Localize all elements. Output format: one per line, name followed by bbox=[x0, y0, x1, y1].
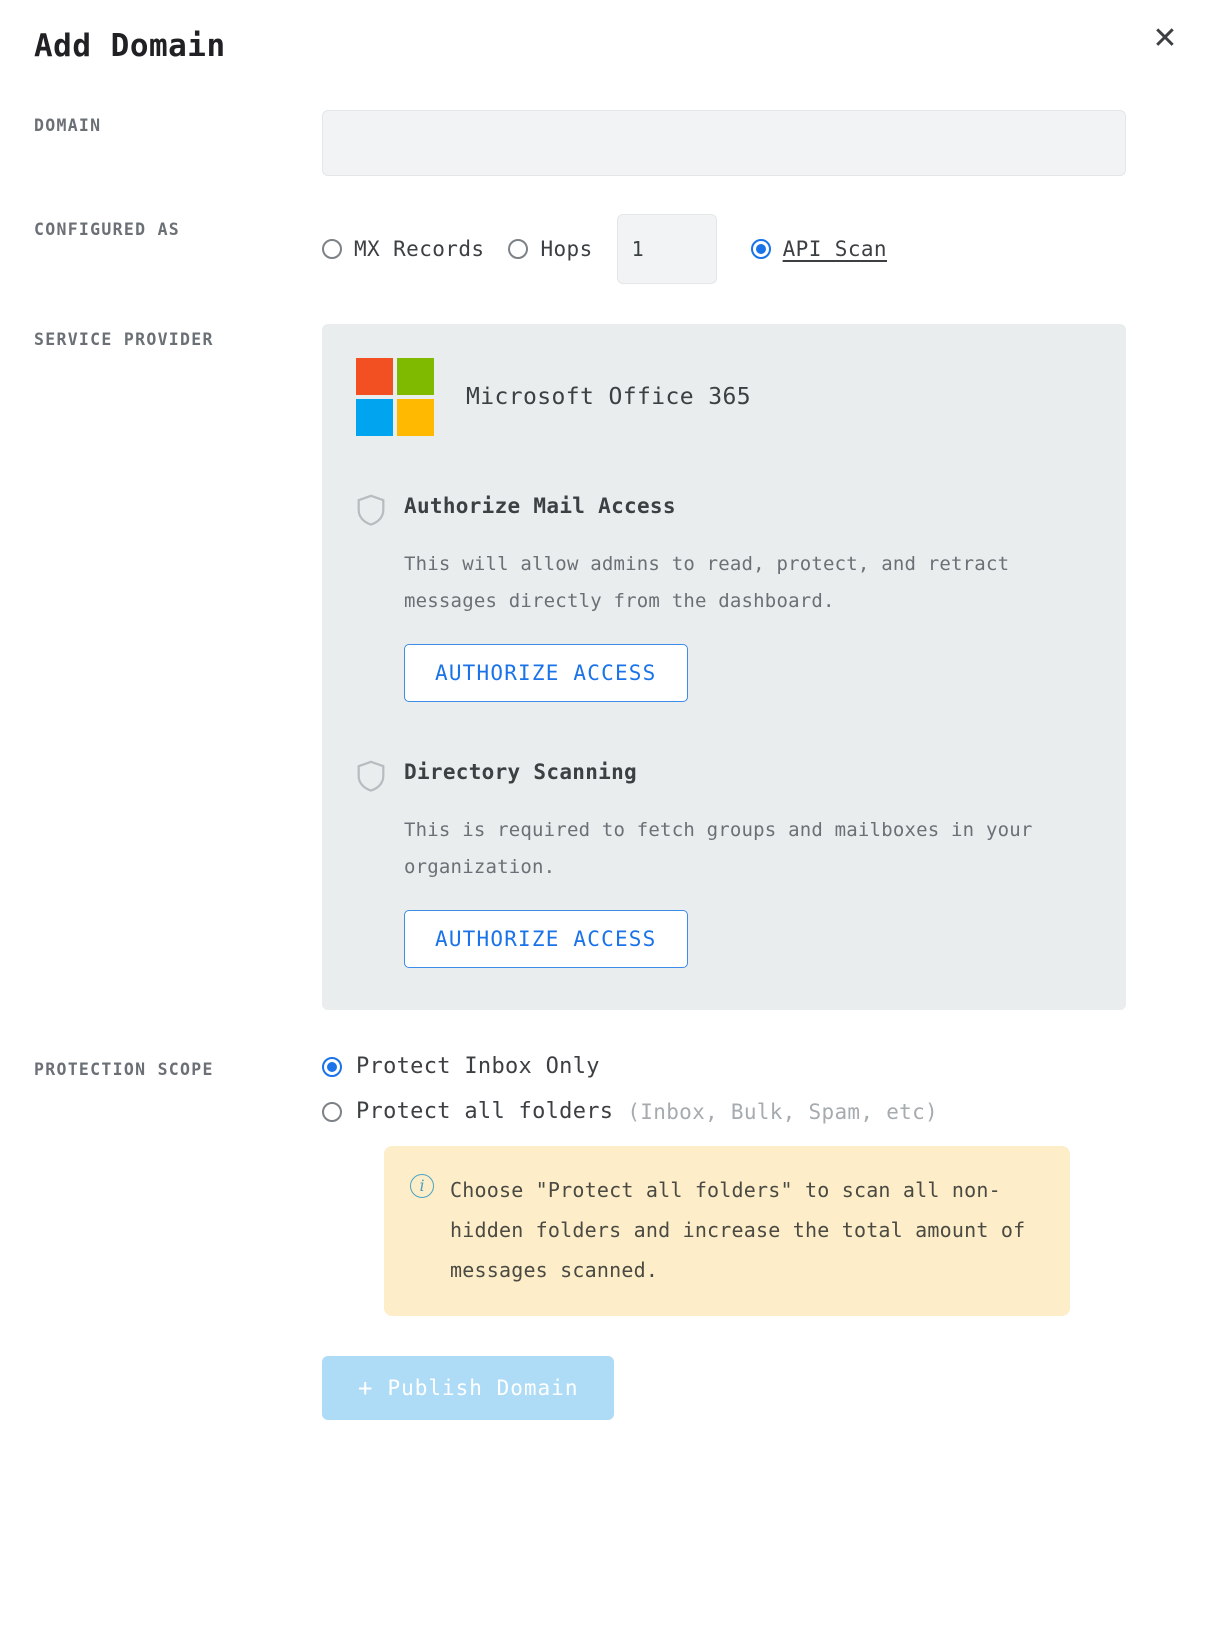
radio-api-scan[interactable] bbox=[751, 237, 887, 261]
directory-scanning-authorize-button[interactable]: AUTHORIZE ACCESS bbox=[404, 910, 688, 968]
radio-hops-dot bbox=[508, 239, 528, 259]
hops-input[interactable] bbox=[617, 214, 717, 284]
radio-mx-records[interactable] bbox=[322, 237, 484, 261]
radio-protect-inbox-only[interactable] bbox=[322, 1054, 1180, 1079]
domain-row bbox=[34, 110, 1180, 176]
radio-protect-all-folders-dot bbox=[322, 1102, 342, 1122]
microsoft-logo-icon bbox=[356, 358, 434, 436]
radio-protect-all-folders-label: Protect all folders bbox=[356, 1099, 614, 1125]
protection-scope-info-box bbox=[384, 1146, 1070, 1316]
radio-api-scan-dot bbox=[751, 239, 771, 259]
directory-scanning-block bbox=[356, 758, 1092, 968]
authorize-mail-access-title: Authorize Mail Access bbox=[404, 494, 676, 518]
radio-protect-inbox-only-label: Protect Inbox Only bbox=[356, 1054, 600, 1080]
protection-scope-row bbox=[34, 1054, 1180, 1316]
service-provider-row bbox=[34, 324, 1180, 1010]
close-icon[interactable]: ✕ bbox=[1144, 18, 1186, 60]
dialog-header bbox=[0, 0, 1214, 64]
authorize-mail-access-button[interactable]: AUTHORIZE ACCESS bbox=[404, 644, 688, 702]
radio-hops-label: Hops bbox=[540, 237, 593, 261]
provider-header bbox=[356, 358, 1092, 436]
service-provider-panel bbox=[322, 324, 1126, 1010]
domain-label: DOMAIN bbox=[34, 116, 102, 135]
radio-hops[interactable] bbox=[508, 237, 592, 261]
authorize-mail-access-description: This will allow admins to read, protect, and retract messages directly from the dashboard. bbox=[404, 553, 1010, 613]
configured-as-label: CONFIGURED AS bbox=[34, 220, 181, 239]
radio-api-scan-label: API Scan bbox=[782, 237, 887, 261]
directory-scanning-description: This is required to fetch groups and mailboxes in your organization. bbox=[404, 819, 1033, 879]
add-domain-form bbox=[0, 110, 1214, 1316]
radio-mx-records-dot bbox=[322, 239, 342, 259]
domain-input[interactable] bbox=[322, 110, 1126, 176]
service-provider-label: SERVICE PROVIDER bbox=[34, 330, 214, 349]
shield-icon bbox=[356, 494, 386, 526]
configured-as-row bbox=[34, 214, 1180, 284]
protection-scope-info-text: Choose "Protect all folders" to scan all non-hidden folders and increase the total amount of messages scanned. bbox=[450, 1178, 1026, 1283]
publish-domain-label: Publish Domain bbox=[387, 1376, 579, 1401]
directory-scanning-title: Directory Scanning bbox=[404, 760, 637, 785]
radio-protect-all-folders-hint: (Inbox, Bulk, Spam, etc) bbox=[627, 1099, 938, 1124]
publish-domain-button[interactable] bbox=[322, 1356, 614, 1420]
provider-name: Microsoft Office 365 bbox=[466, 384, 751, 410]
radio-protect-inbox-only-dot bbox=[322, 1057, 342, 1077]
footer bbox=[288, 1356, 1214, 1420]
radio-protect-all-folders[interactable] bbox=[322, 1099, 1180, 1124]
authorize-mail-access-block bbox=[356, 492, 1092, 702]
page-title: Add Domain bbox=[34, 28, 226, 64]
protection-scope-label: PROTECTION SCOPE bbox=[34, 1060, 214, 1080]
plus-icon: + bbox=[358, 1374, 374, 1403]
info-icon: i bbox=[410, 1174, 434, 1198]
radio-mx-records-label: MX Records bbox=[354, 237, 485, 261]
shield-icon bbox=[356, 760, 386, 792]
